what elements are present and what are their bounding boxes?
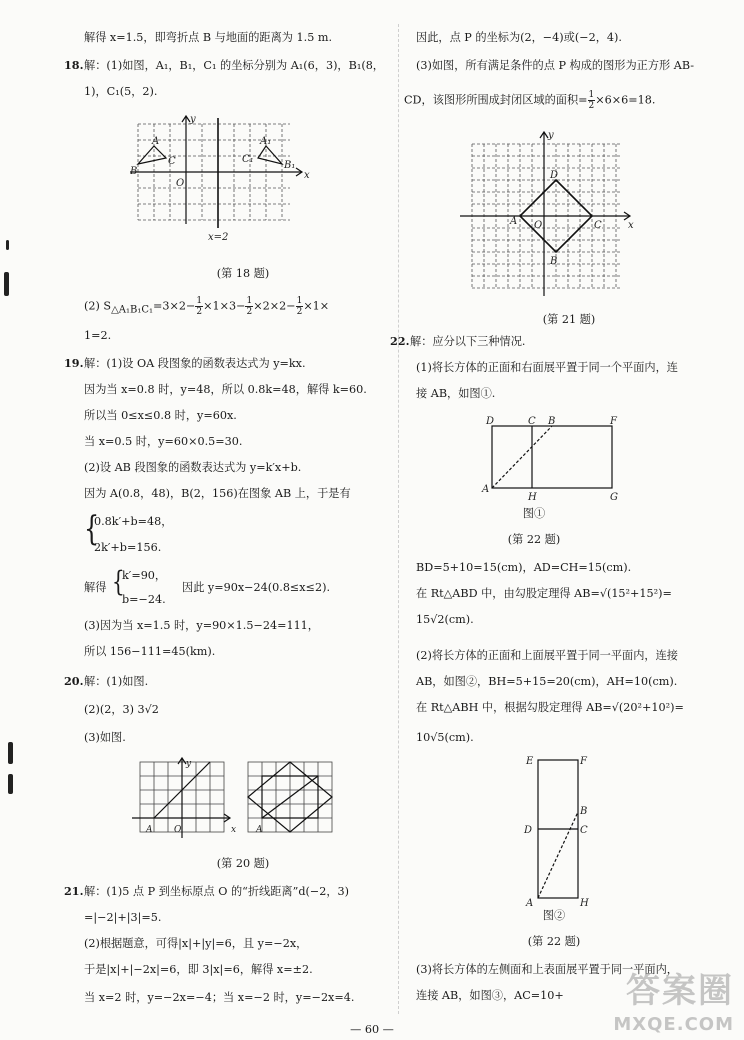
- text-line: 因为 A(0.8，48)，B(2，156)在图象 AB 上，于是有: [84, 487, 351, 500]
- point-label-c: C: [168, 156, 176, 167]
- column-divider: [398, 24, 399, 1014]
- text-line: 解得 x=1.5，即弯折点 B 与地面的距离为 1.5 m.: [84, 31, 333, 44]
- text-line: (3)因为当 x=1.5 时，y=90×1.5−24=111，: [84, 619, 319, 632]
- equation-line: b=−24.: [122, 593, 166, 606]
- area-formula: [84, 296, 329, 317]
- area-prefix: (2) S: [84, 299, 112, 313]
- fraction-half: $\frac{1}{2}$: [296, 296, 303, 317]
- fraction-half: $\frac{1}{2}$: [588, 90, 595, 111]
- equation-line: k′=90，: [122, 569, 167, 582]
- text-line: 在 Rt△ABD 中，由勾股定理得 AB=√(15²+15²)=: [416, 587, 672, 600]
- point-label-f: F: [580, 756, 587, 767]
- text-line: 因为当 x=0.8 时，y=48，所以 0.8k=48，解得 k=60.: [84, 383, 367, 396]
- text-line: =|−2|+|3|=5.: [84, 911, 162, 924]
- watermark-text: 答案圈: [626, 971, 734, 1011]
- figure-20-graphs: [128, 756, 368, 846]
- text-line: 在 Rt△ABH 中，根据勾股定理得 AB=√(20²+10²)=: [416, 701, 684, 714]
- question-number: 22.: [390, 334, 410, 348]
- text-line: AB，如图②，BH=5+15=20(cm)，AH=10(cm).: [416, 675, 678, 688]
- origin-label: O: [174, 825, 182, 835]
- page-number: — 60 —: [350, 1023, 394, 1036]
- figure-sublabel: 图②: [542, 909, 566, 922]
- question-number: 20.: [64, 674, 84, 688]
- brace-icon: {: [84, 509, 100, 549]
- text-line: (2)设 AB 段图象的函数表达式为 y=k′x+b.: [84, 461, 302, 474]
- text-line: 10√5(cm).: [416, 731, 474, 744]
- text-line: (1)将长方体的正面和右面展平置于同一个平面内，连: [416, 361, 678, 374]
- area-line: [404, 90, 655, 111]
- text-line: (2)(2，3) 3√2: [84, 703, 159, 716]
- text-line: BD=5+10=15(cm)，AD=CH=15(cm).: [416, 561, 632, 574]
- point-label-f: F: [610, 416, 617, 427]
- text-line: 1)，C₁(5，2).: [84, 85, 158, 98]
- point-label-a: A: [152, 136, 160, 147]
- text-line: 连接 AB，如图③，AC=10+: [416, 989, 564, 1002]
- axis-label-y: y: [548, 130, 554, 141]
- axis-label-y: y: [186, 759, 192, 769]
- text-line: 解得: [84, 581, 107, 594]
- area-term2: ×2×2−: [253, 299, 296, 313]
- text-line: 1=2.: [84, 329, 112, 342]
- watermark-logo: [550, 972, 740, 1040]
- point-label-d: D: [550, 170, 559, 181]
- point-label-b: B: [130, 166, 138, 177]
- point-label-b1: B₁: [284, 160, 296, 171]
- text-line: (3)将长方体的左侧面和上表面展平置于同一平面内，: [416, 963, 678, 976]
- origin-label: O: [176, 178, 185, 189]
- point-label-c: C: [594, 220, 602, 231]
- figure-caption: (第 21 题): [542, 313, 596, 326]
- question-number: 19.: [64, 356, 84, 370]
- figure-21-graph: [458, 128, 638, 308]
- axis-label-x: x: [628, 220, 634, 231]
- point-label-h: H: [528, 492, 537, 503]
- scan-mark: [8, 742, 13, 764]
- equation-line: 2k′+b=156.: [94, 541, 162, 554]
- point-label-a: A: [526, 898, 534, 908]
- figure-sublabel: 图①: [522, 507, 546, 520]
- text-line: (2)将长方体的正面和上面展平置于同一平面内，连接: [416, 649, 678, 662]
- figure-caption: (第 22 题): [527, 935, 581, 948]
- text-line: (2)根据题意，可得|x|+|y|=6，且 y=−2x，: [84, 937, 308, 950]
- area-term1: ×1×3−: [203, 299, 246, 313]
- point-label-a1: A₁: [260, 136, 272, 147]
- area-text: CD，该图形所围成封闭区域的面积=: [404, 93, 588, 107]
- text-line: 因此 y=90x−24(0.8≤x≤2).: [182, 581, 331, 594]
- area-subscript: △A₁B₁C₁: [111, 304, 154, 316]
- axis-label-x: x: [231, 825, 237, 835]
- text-line: 当 x=0.5 时，y=60×0.5=30.: [84, 435, 243, 448]
- area-text-end: ×6×6=18.: [595, 93, 656, 107]
- figure-22-net-2: [514, 752, 604, 908]
- fraction-half: $\frac{1}{2}$: [196, 296, 203, 317]
- scan-mark: [4, 272, 9, 296]
- figure-caption: (第 18 题): [216, 267, 270, 280]
- axis-label-x: x: [304, 170, 310, 181]
- point-label-c: C: [580, 825, 588, 836]
- text-line: 解：(1)如图，A₁，B₁，C₁ 的坐标分别为 A₁(6，3)，B₁(8，: [84, 59, 384, 72]
- point-label-h: H: [580, 898, 589, 908]
- text-line: 解：应分以下三种情况.: [410, 335, 526, 348]
- scan-mark: [6, 240, 9, 250]
- axis-label-y: y: [190, 114, 196, 125]
- point-label-e: E: [526, 756, 534, 767]
- area-term3: ×1×: [303, 299, 330, 313]
- question-number: 21.: [64, 884, 84, 898]
- point-label-c: C: [528, 416, 536, 427]
- point-label-b: B: [580, 806, 588, 817]
- point-label-d: D: [524, 825, 533, 836]
- figure-18-graph: [130, 112, 370, 252]
- line-label-x2: x=2: [208, 232, 229, 243]
- brace-icon: {: [112, 565, 125, 598]
- figure-22-net-1: [476, 412, 646, 512]
- text-line: 于是|x|+|−2x|=6，即 3|x|=6，解得 x=±2.: [84, 963, 313, 976]
- text-line: 所以 156−111=45(km).: [84, 645, 216, 658]
- text-line: (3)如图.: [84, 731, 126, 744]
- point-label-a: A: [510, 216, 518, 227]
- figure-caption: (第 20 题): [216, 857, 270, 870]
- text-line: 因此，点 P 的坐标为(2，−4)或(−2，4).: [416, 31, 622, 44]
- figure-caption: (第 22 题): [507, 533, 561, 546]
- text-line: 当 x=2 时，y=−2x=−4；当 x=−2 时，y=−2x=4.: [84, 991, 355, 1004]
- point-label-b: B: [548, 416, 556, 427]
- text-line: 解：(1)5 点 P 到坐标原点 O 的“折线距离”d(−2，3): [84, 885, 350, 898]
- text-line: (3)如图，所有满足条件的点 P 构成的图形为正方形 AB-: [416, 59, 695, 72]
- text-line: 解：(1)如图.: [84, 675, 149, 688]
- point-label-g: G: [610, 492, 618, 503]
- question-number: 18.: [64, 58, 84, 72]
- fraction-half: $\frac{1}{2}$: [246, 296, 253, 317]
- text-line: 15√2(cm).: [416, 613, 474, 626]
- point-label-a: A: [146, 825, 153, 835]
- point-label-a2: A: [256, 825, 263, 835]
- point-label-c1: C₁: [242, 154, 254, 165]
- equation-line: 0.8k′+b=48，: [94, 515, 173, 528]
- point-label-d: D: [486, 416, 495, 427]
- point-label-b: B: [550, 256, 558, 267]
- origin-label: O: [534, 220, 543, 231]
- point-label-a: A: [482, 484, 490, 495]
- text-line: 解：(1)设 OA 段图象的函数表达式为 y=kx.: [84, 357, 306, 370]
- text-line: 所以当 0≤x≤0.8 时，y=60x.: [84, 409, 237, 422]
- scan-mark: [8, 774, 13, 794]
- text-line: 接 AB，如图①.: [416, 387, 496, 400]
- watermark-url: MXQE.COM: [613, 1014, 734, 1035]
- area-eq: =3×2−: [153, 299, 196, 313]
